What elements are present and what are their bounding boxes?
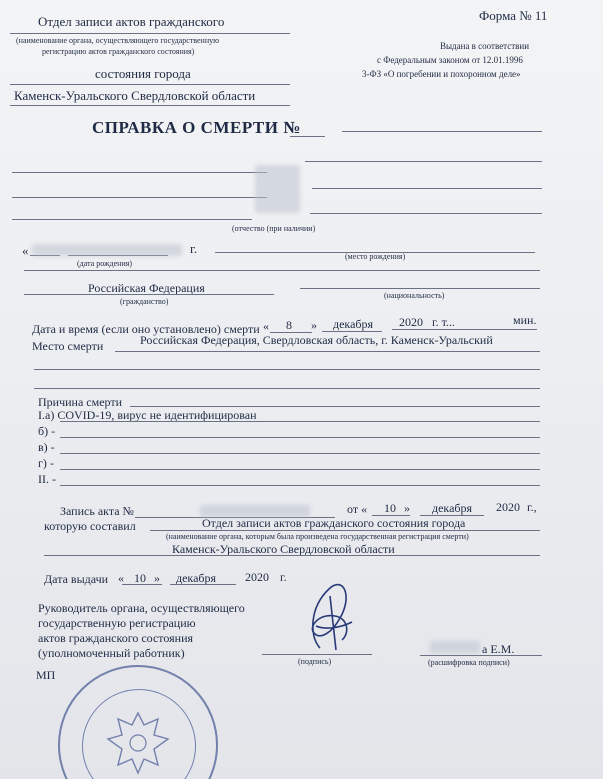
death-year: 2020	[399, 315, 423, 329]
record-year: 2020	[496, 500, 520, 514]
patronymic-line	[12, 219, 252, 220]
name-line-right	[312, 188, 542, 189]
issue-year-suffix: г.	[280, 570, 287, 584]
signature-line	[262, 654, 372, 655]
birth-year-suffix: г.	[190, 241, 198, 256]
record-day-close: »	[404, 501, 410, 515]
death-place-label: Место смерти	[32, 339, 104, 353]
record-label: Запись акта №	[60, 504, 134, 518]
signer-name-line	[420, 655, 542, 656]
birth-open-quote: «	[22, 243, 29, 258]
certificate-title: СПРАВКА О СМЕРТИ №	[92, 118, 301, 137]
issue-day-open: «	[118, 571, 124, 585]
death-place-line-3	[34, 388, 540, 389]
name-line	[12, 197, 267, 198]
stamp-label: МП	[36, 668, 56, 682]
title-number-line-2	[342, 131, 542, 132]
issue-month-line	[170, 584, 236, 585]
compiled-line	[150, 530, 540, 531]
record-month: декабря	[432, 501, 473, 515]
compiled-line-2	[44, 555, 540, 556]
org-name-underline	[10, 33, 290, 34]
handwritten-signature	[290, 578, 370, 658]
redacted-birth-date	[32, 244, 182, 256]
death-datetime-label: Дата и время (если оно установлено) смерти	[32, 322, 260, 336]
org-caption-1: (наименование органа, осуществляющего государственную	[16, 36, 220, 45]
signer-name-caption: (расшифровка подписи)	[428, 658, 510, 667]
form-number: Форма № 11	[479, 8, 548, 23]
redacted-surname	[430, 641, 480, 653]
issue-day-close: »	[154, 571, 160, 585]
signature-caption: (подпись)	[298, 657, 332, 666]
head-line-4: (уполномоченный работник)	[38, 646, 185, 660]
org-name-line: Отдел записи актов гражданского	[38, 14, 225, 29]
redacted-name-area	[255, 165, 300, 213]
cause-line-3	[60, 453, 540, 454]
birth-place-caption: (место рождения)	[345, 252, 406, 261]
cause-label-line	[130, 406, 540, 407]
patronymic-caption: (отчество (при наличии)	[232, 224, 316, 233]
surname-line	[12, 172, 267, 173]
official-seal	[58, 665, 218, 779]
birth-date-caption: (дата рождения)	[77, 259, 133, 268]
cause-label: Причина смерти	[38, 395, 123, 409]
surname-line-right	[305, 161, 542, 162]
death-month: декабря	[333, 317, 374, 331]
compiled-label: которую составил	[44, 519, 136, 533]
eagle-emblem-icon	[100, 705, 176, 779]
title-number-line-1	[290, 136, 325, 137]
issue-day-line	[122, 584, 162, 585]
cause-line-1	[60, 421, 540, 422]
issued-line-2: с Федеральным законом от 12.01.1996	[377, 55, 523, 65]
head-line-3: актов гражданского состояния	[38, 631, 194, 645]
death-time-line	[392, 329, 537, 330]
death-month-line	[322, 331, 382, 332]
issued-line-1: Выдана в соответствии	[440, 41, 530, 51]
cause-line-5	[60, 485, 540, 486]
death-place-line-2	[34, 369, 540, 370]
record-day: 10	[384, 501, 396, 515]
head-line-2: государственную регистрацию	[38, 616, 196, 630]
record-from-label: от «	[347, 502, 368, 516]
record-year-suffix: г.,	[527, 500, 537, 514]
cause-item-3: в) -	[38, 440, 55, 454]
death-min-suffix: мин.	[513, 313, 537, 327]
org-name-underline-2	[10, 84, 290, 85]
citizenship-line	[24, 294, 274, 295]
head-line-1: Руководитель органа, осуществляющего	[38, 601, 245, 615]
issue-month: декабря	[176, 571, 217, 585]
cause-item-2: б) -	[38, 424, 56, 438]
citizenship-caption: (гражданство)	[120, 297, 169, 306]
cause-item-4: г) -	[38, 456, 54, 470]
cause-item-1: I.a) COVID-19, вирус не идентифицирован	[38, 408, 257, 422]
cause-item-5: II. -	[38, 472, 56, 486]
nationality-line	[300, 288, 540, 289]
death-day-close: »	[311, 318, 317, 332]
death-place-value: Российская Федерация, Свердловская область, г. Каменск-Уральский	[140, 333, 493, 347]
org-name-line2: состояния города	[95, 66, 191, 81]
issue-year: 2020	[245, 570, 269, 584]
compiled-value-2: Каменск-Уральского Свердловской области	[172, 542, 395, 556]
compiled-caption: (наименование органа, которым была произведена государственная регистрация смерти)	[166, 532, 469, 541]
death-hour-suffix: г. т...	[432, 315, 455, 329]
death-day-open: «	[263, 319, 269, 333]
org-caption-2: регистрацию актов гражданского состояния)	[42, 47, 195, 56]
org-name-line3: Каменск-Уральского Свердловской области	[14, 88, 256, 103]
signer-name: а Е.М.	[482, 642, 515, 656]
citizenship-value: Российская Федерация	[88, 281, 205, 295]
issued-line-3: 3-ФЗ «О погребении и похоронном деле»	[362, 69, 521, 79]
death-day: 8	[286, 318, 292, 332]
org-name-underline-3	[10, 105, 290, 106]
issue-date-label: Дата выдачи	[44, 572, 109, 586]
issue-day: 10	[134, 571, 146, 585]
cause-line-2	[60, 437, 540, 438]
death-place-line	[115, 351, 540, 352]
nationality-caption: (национальность)	[384, 291, 445, 300]
birth-place-line-2	[24, 270, 540, 271]
patronymic-line-right	[310, 213, 542, 214]
compiled-value: Отдел записи актов гражданского состояния города	[202, 516, 466, 530]
cause-line-4	[60, 469, 540, 470]
